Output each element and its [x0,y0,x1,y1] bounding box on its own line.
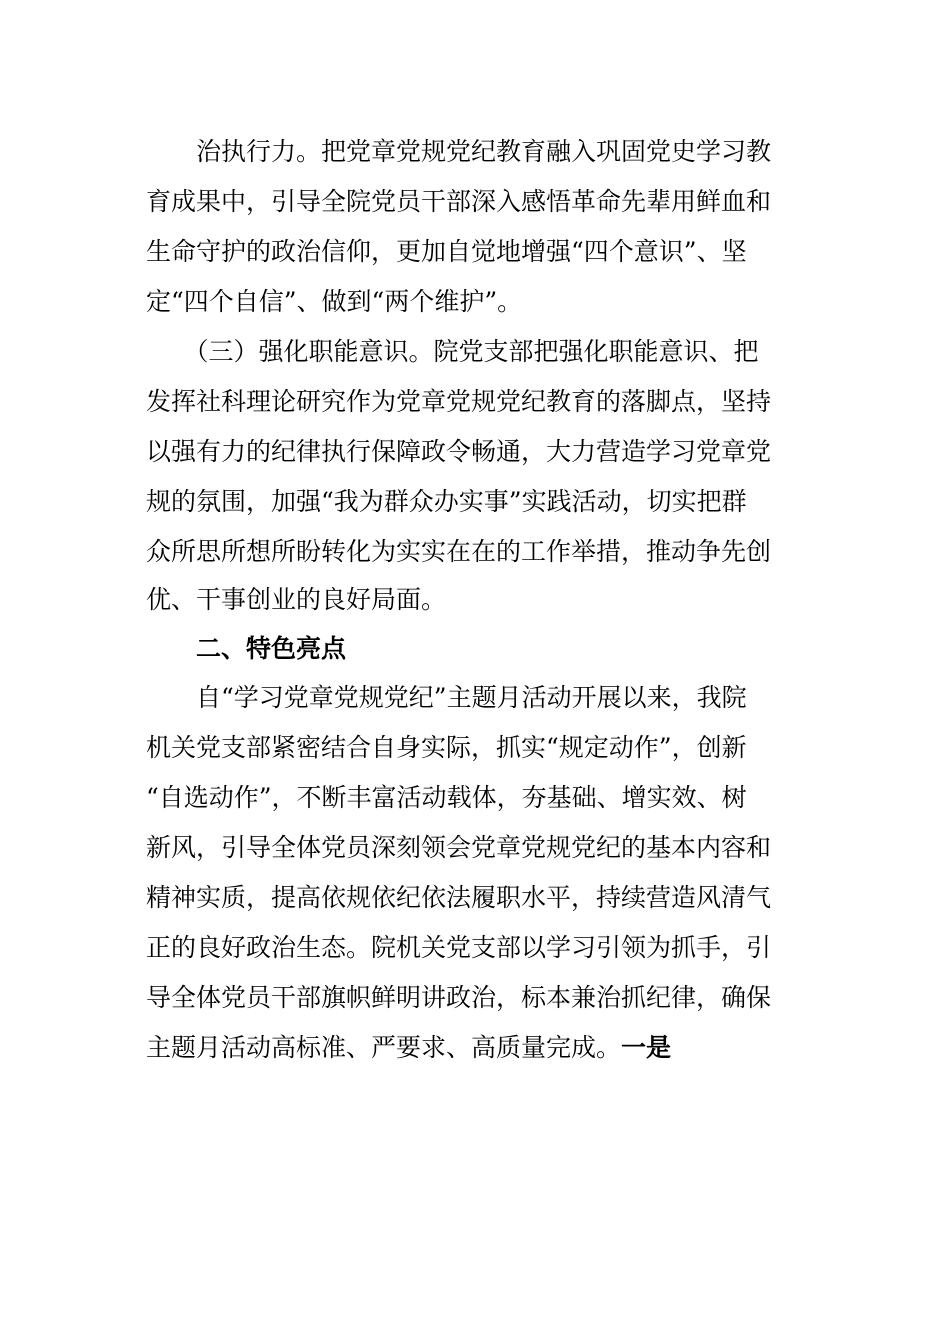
paragraph-line: 新风，引导全体党员深刻领会党章党规党纪的基本内容和 [146,833,772,862]
paragraph-line-last [146,1023,786,1073]
paragraph-line: 育成果中，引导全院党员干部深入感悟革命先辈用鲜血和 [146,187,772,216]
paragraph-line: （三）强化职能意识。院党支部把强化职能意识、把 [146,337,759,366]
paragraph-line: 以强有力的纪律执行保障政令畅通，大力营造学习党章党 [146,437,772,466]
paragraph-line: 精神实质，提高依规依纪依法履职水平，持续营造风清气 [146,883,772,912]
paragraph-line: 众所思所想所盼转化为实实在在的工作举措，推动争先创 [146,537,772,566]
paragraph-line-text: 主题月活动高标准、严要求、高质量完成。 [146,1033,622,1062]
section-heading: 二、特色亮点 [146,634,347,663]
paragraph-line: 机关党支部紧密结合自身实际，抓实“规定动作”，创新 [146,733,747,762]
paragraph-line: 规的氛围，加强“我为群众办实事”实践活动，切实把群 [146,487,747,516]
paragraph-line: 自“学习党章党规党纪”主题月活动开展以来，我院 [146,683,747,712]
bold-lead-in: 一是 [621,1033,672,1062]
paragraph-line: 生命守护的政治信仰，更加自觉地增强“四个意识”、坚 [146,237,747,266]
paragraph-line: 正的良好政治生态。院机关党支部以学习引领为抓手，引 [146,933,772,962]
paragraph-line: “自选动作”，不断丰富活动载体，夯基础、增实效、树 [146,783,747,812]
paragraph-line: 定“四个自信”、做到“两个维护”。 [146,287,523,316]
paragraph-line: 导全体党员干部旗帜鲜明讲政治，标本兼治抓纪律，确保 [146,983,772,1012]
paragraph-line: 发挥社科理论研究作为党章党规党纪教育的落脚点，坚持 [146,387,772,416]
paragraph-line: 治执行力。把党章党规党纪教育融入巩固党史学习教 [146,137,772,166]
paragraph-line: 优、干事创业的良好局面。 [146,585,447,614]
